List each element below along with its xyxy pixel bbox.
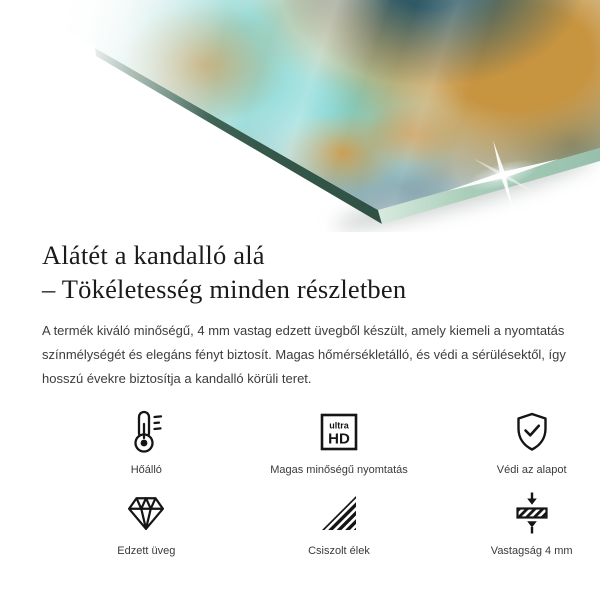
description-line: színmélységét és elegáns fényt biztosít. Magas hőmérsékletálló, és védi a sérülésektől, így <box>42 347 566 362</box>
feature-label: Hőálló <box>130 464 162 476</box>
feature-label: Magas minőségű nyomtatás <box>270 464 408 476</box>
polished-edges-icon <box>319 493 359 533</box>
ultra-hd-icon-text-top: ultra <box>329 420 349 431</box>
feature-label: Csiszolt élek <box>308 545 370 557</box>
content-section <box>0 238 600 557</box>
diamond-icon <box>124 494 168 532</box>
feature-polished-edges <box>243 490 436 557</box>
product-hero-image <box>0 0 600 232</box>
feature-heat-resistant <box>50 409 243 476</box>
product-description <box>42 319 566 391</box>
feature-tempered-glass <box>50 490 243 557</box>
sparkle-icon <box>443 127 563 223</box>
feature-grid <box>50 409 600 557</box>
feature-protects-base <box>435 409 600 476</box>
ultra-hd-icon-text-bottom: HD <box>328 430 350 448</box>
feature-thickness-4mm <box>435 490 600 557</box>
feature-label: Vastagság 4 mm <box>490 545 573 557</box>
feature-label: Edzett üveg <box>117 545 176 557</box>
thermometer-icon <box>125 409 167 455</box>
shield-check-icon <box>511 411 553 453</box>
feature-ultra-hd-print <box>243 409 436 476</box>
page-title-line2: – Tökéletesség minden részletben <box>42 274 407 304</box>
thickness-icon <box>512 491 552 535</box>
page-title-line1: Alátét a kandalló alá <box>42 240 265 270</box>
description-line: hosszú évekre biztosítja a kandalló körüli teret. <box>42 371 312 386</box>
feature-label: Védi az alapot <box>496 464 567 476</box>
ultra-hd-icon <box>319 412 359 452</box>
description-line: A termék kiváló minőségű, 4 mm vastag edzett üvegből készült, amely kiemeli a nyomtatás <box>42 323 565 338</box>
page-title <box>42 238 558 306</box>
